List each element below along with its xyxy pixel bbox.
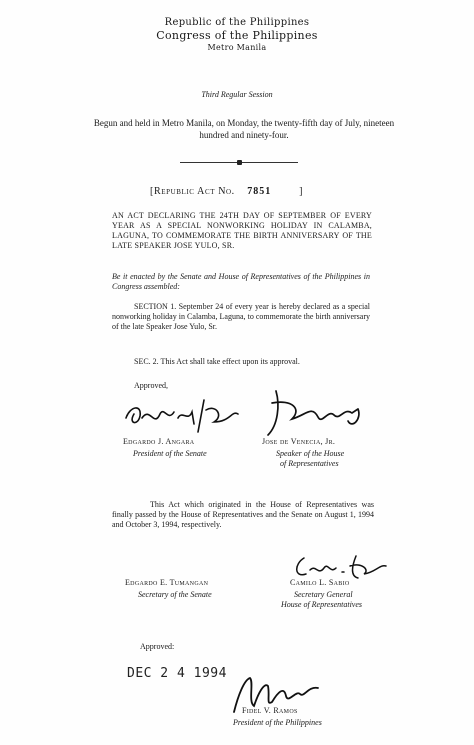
date-stamp: DEC 2 4 1994 [127, 666, 227, 681]
house-speaker-role-1: Speaker of the House [276, 449, 345, 458]
section-1: SECTION 1. September 24 of every year is hereby declared as a special nonworking holiday in Calamba, Laguna, to commemorate the birth anniversary of the late Speaker Jose Yulo, Sr. [112, 302, 370, 331]
approved-label: Approved, [134, 381, 168, 390]
section-2: SEC. 2. This Act shall take effect upon its approval. [134, 357, 300, 366]
president-name: Fidel V. Ramos [242, 706, 298, 715]
president-role: President of the Philippines [233, 718, 322, 727]
act-title: AN ACT DECLARING THE 24TH DAY OF SEPTEMBER OF EVERY YEAR AS A SPECIAL NONWORKING HOLIDAY IN CALAMBA, LAGUNA, TO COMMEMORATE THE BIRTH ANNIVERSARY OF THE LATE SPEAKER JOSE YULO, SR. [112, 211, 372, 250]
senate-president-name: Edgardo J. Angara [123, 437, 195, 446]
bracket-close: ] [299, 186, 304, 197]
senate-secretary-role: Secretary of the Senate [138, 590, 212, 599]
ra-label: Republic Act No. [153, 186, 235, 197]
header-congress: Congress of the Philippines [156, 29, 318, 42]
enacting-clause: Be it enacted by the Senate and House of Representatives of the Philippines in Congress assembled: [112, 272, 370, 291]
header-republic: Republic of the Philippines [164, 17, 310, 28]
house-secretary-role-1: Secretary General [294, 590, 353, 599]
closing-certification: This Act which originated in the House of Representatives was finally passed by the House of Representatives and the Senate on August 1, 1994 and October 3, 1994, respectively. [112, 500, 374, 529]
header-location: Metro Manila [207, 43, 267, 52]
signature-senate-president [120, 388, 240, 438]
bracket-open: [ [150, 186, 154, 197]
separator-ornament [237, 160, 242, 165]
approved-label-2: Approved: [140, 642, 175, 651]
house-speaker-name: Jose de Venecia, Jr. [262, 437, 336, 446]
session-title: Third Regular Session [201, 90, 273, 99]
begun-clause: Begun and held in Metro Manila, on Monday, the twenty-fifth day of July, nineteen hundred and ninety-four. [93, 118, 395, 140]
senate-secretary-name: Edgardo E. Tumangan [125, 578, 209, 587]
house-speaker-role-2: of Representatives [280, 459, 339, 468]
signature-house-speaker [262, 385, 372, 443]
republic-act-number [150, 186, 303, 197]
senate-president-role: President of the Senate [133, 449, 207, 458]
ra-number: 7851 [247, 186, 272, 197]
house-secretary-name: Camilo L. Sabio [290, 578, 350, 587]
house-secretary-role-2: House of Representatives [281, 600, 363, 609]
